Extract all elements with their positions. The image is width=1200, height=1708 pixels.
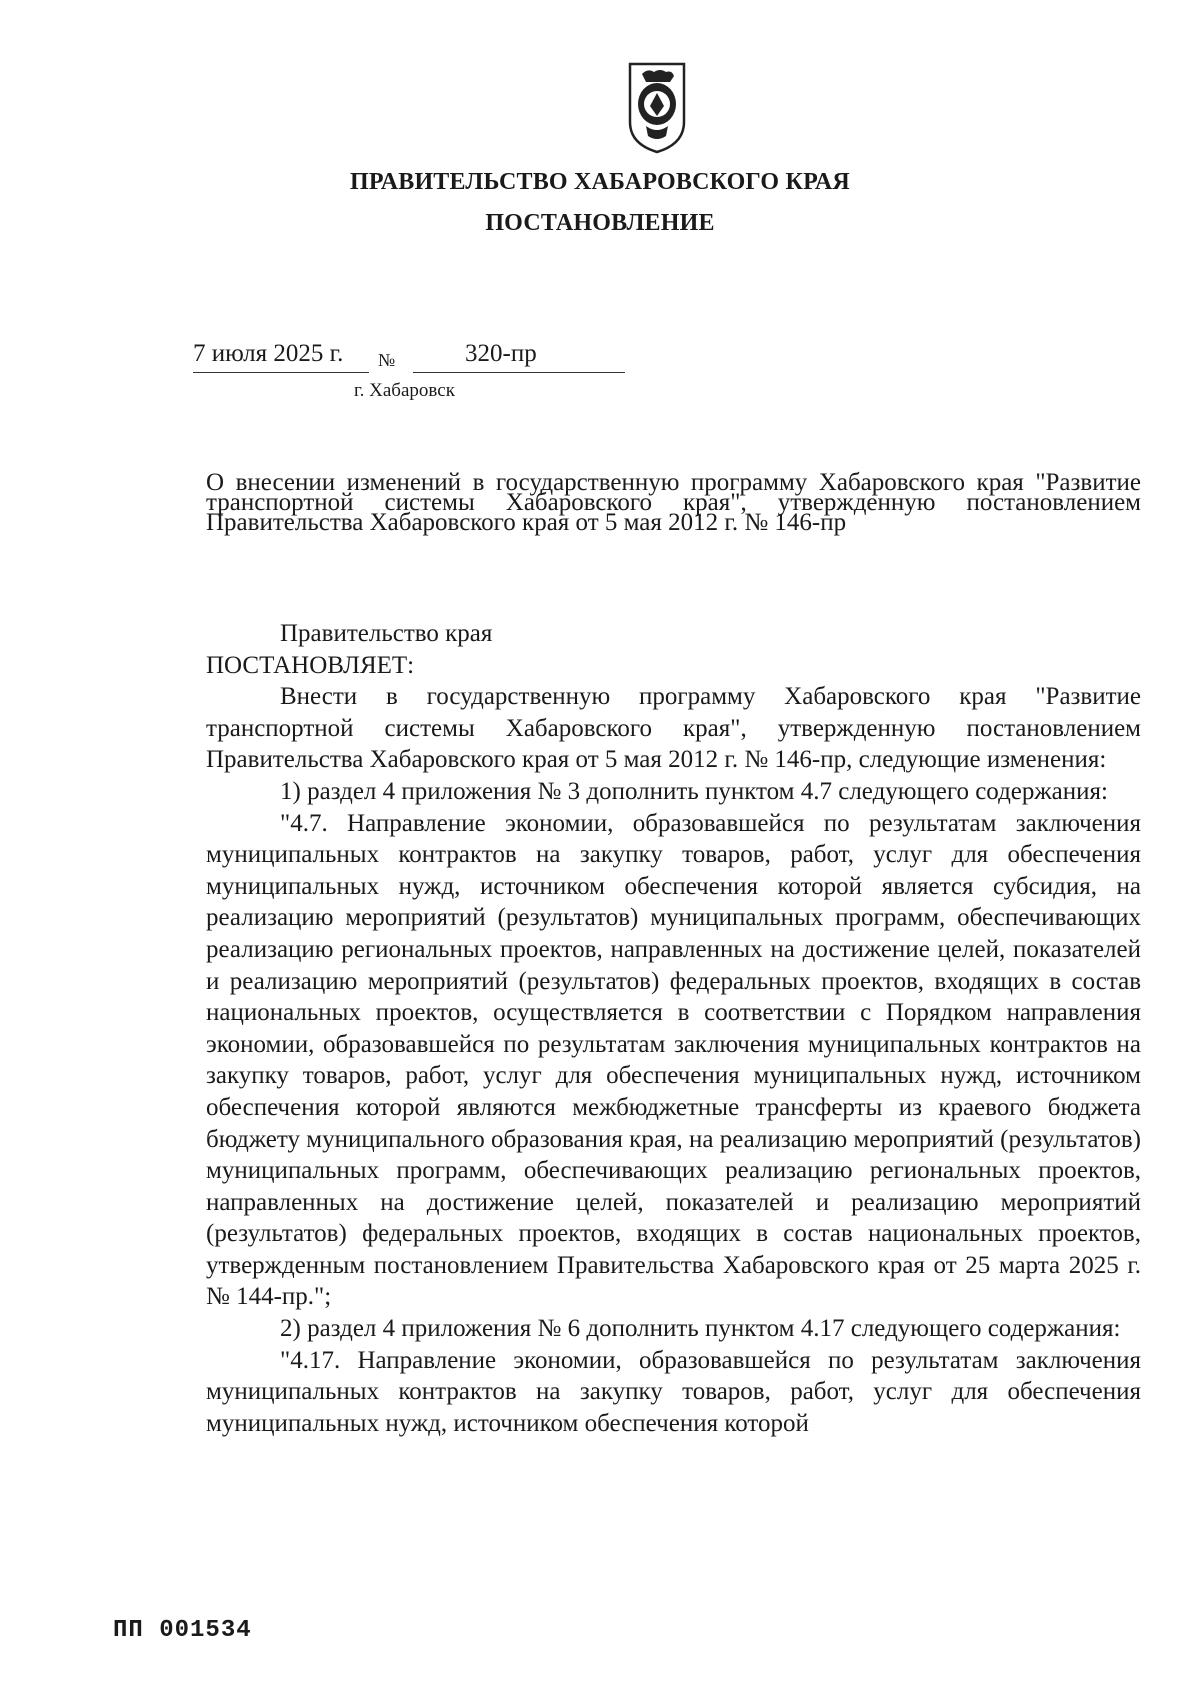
document-type-title: ПОСТАНОВЛЕНИЕ — [485, 210, 715, 236]
body-paragraph: Внести в государственную программу Хабаровского края "Развитие транспортной системы Хабаровского края", утвержденную постановлением Правительства Хабаровского края от 5 мая 2012 г. № 146-пр, следующие изменения: — [206, 683, 1141, 774]
body-intro: Правительство края — [280, 620, 493, 647]
document-subject: О внесении изменений в государственную программу Хабаровского края "Развитие транспортной системы Хабаровского края", утвержденную постановлением Правительства Хабаровского края от 5 мая 2012 г. № 146-пр — [206, 469, 1141, 536]
organization-title: ПРАВИТЕЛЬСТВО ХАБАРОВСКОГО КРАЯ — [350, 169, 850, 195]
document-date: 7 июля 2025 г. — [193, 340, 344, 367]
body-resolves: ПОСТАНОВЛЯЕТ: — [206, 651, 415, 679]
footer-serial-code: ПП 001534 — [113, 1617, 252, 1644]
body-paragraph: "4.7. Направление экономии, образовавшейся по результатам заключения муниципальных контрактов на закупку товаров, работ, услуг для обеспечения муниципальных нужд, источником обеспечения которой является субсидия, на реализацию мероприятий (результатов) муниципальных программ, обеспечивающих реализацию региональных проектов, направленных на достижение целей, показателей и реализацию мероприятий (результатов) федеральных проектов, входящих в состав национальных проектов, осуществляется в соответствии с Порядком направления экономии, образовавшейся по результатам заключения муниципальных контрактов на закупку товаров, работ, услуг для обеспечения муниципальных нужд, источником обеспечения которой являются межбюджетные трансферты из краевого бюджета бюджету муниципального образования края, на реализацию мероприятий (результатов) муниципальных программ, обеспечивающих реализацию региональных проектов, направленных на достижение целей, показателей и реализацию мероприятий (результатов) федеральных проектов, входящих в состав национальных проектов, утвержденным постановлением Правительства Хабаровского края от 25 марта 2025 г. № 144-пр."; — [206, 809, 1141, 1311]
number-underline — [413, 372, 625, 373]
document-city: г. Хабаровск — [354, 380, 455, 401]
body-paragraph: 1) раздел 4 приложения № 3 дополнить пунктом 4.7 следующего содержания: — [280, 777, 1108, 805]
document-number: 320-пр — [465, 340, 537, 367]
body-paragraph: "4.17. Направление экономии, образовавшейся по результатам заключения муниципальных контрактов на закупку товаров, работ, услуг для обеспечения муниципальных нужд, источником обеспечения которой — [206, 1346, 1141, 1437]
body-paragraph: 2) раздел 4 приложения № 6 дополнить пунктом 4.17 следующего содержания: — [280, 1315, 1121, 1343]
date-underline — [193, 372, 369, 373]
number-sign: № — [378, 350, 396, 370]
coat-of-arms-icon — [626, 60, 688, 156]
document-body — [206, 618, 1141, 1439]
